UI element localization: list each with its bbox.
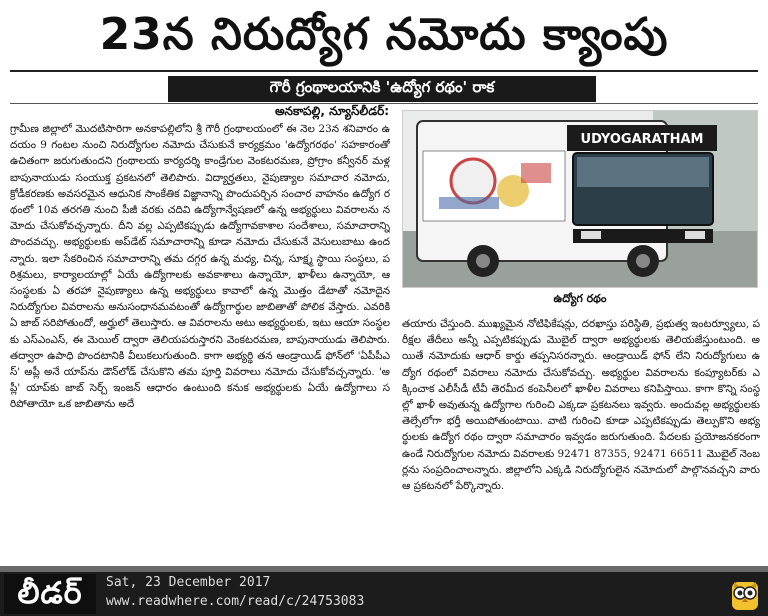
owl-icon[interactable] bbox=[730, 578, 760, 612]
source-url[interactable]: www.readwhere.com/read/c/24753083 bbox=[106, 594, 365, 609]
subheadline: గౌరీ గ్రంథాలయానికి 'ఉద్యోగ రథం' రాక bbox=[168, 76, 596, 102]
logo-text: లీడర్ bbox=[17, 576, 83, 611]
photo-caption: ఉద్యోగ రథం bbox=[553, 292, 607, 305]
article-body-right: తయారు చేస్తుంది. ముఖ్యమైన నోటిఫికేషన్లు, దరఖాస్తు పరిస్థితి, ప్రభుత్వ ఇంటర్వ్యూలు, పరీక్షల తేదీలు అన్నీ ఎప్పటికప్పుడు మొబైల్ ద్వారా అభ్యర్థులకు తెలియజేస్తుంటుంది. అయితే నమోదుకు ఆధార్ కార్డు తప్పనిసరన్నారు. ఆండ్రాయిడ్ ఫోన్ లేని నిరుద్యోగులు ఉద్యోగ రథంలో వివరాలు నమోదు చేసుకోవచ్చు. అభ్యర్థుల వివరాలను కంప్యూటర్‌కు ఎక్కించాక ఎలీసీడీ టీవీ తెరమీద కంపెనీలలో ఖాళీల వివరాలు కనిపిస్తాయి. కాగా కొన్ని సంస్థల్లో ఖాళీ అవుతున్న ఉద్యోగాల గురించి ఎక్కడా ప్రకటనలు ఇవ్వరు. అందువల్ల అభ్యర్థులకు తెల్సేలోగా భర్తీ అయిపోతుంటాయి. వాటి గురించి కూడా ఎప్పటికప్పుడు తెల్పుకొని అభ్యర్థులకు ఉద్యోగ రథం ద్వారా సమాచారం ఇవ్వడం జరుగుతుంది. పేదలకు ప్రయోజనకరంగా ఉండే నిరుద్యోగుల నమోదు వివరాలకు 92471 87355, 92471 66511 మొబైల్ నెంబర్లను సంప్రదించాలన్నారు. జిల్లాలోని ఎక్కడి నిరుద్యోగులైన నమోదులో పాల్గొనవచ్చని వారు ఆ ప్రకటనలో పేర్కొన్నారు. bbox=[402, 318, 760, 493]
bus-illustration bbox=[403, 111, 758, 288]
article-body-left: గ్రామీణ జిల్లాలో మొదటిసారిగా అనకాపల్లిలోని శ్రీ గౌరీ గ్రంథాలయంలో ఈ నెల 23న శనివారం ఉదయం 9 గంటల నుంచి నిరుద్యోగుల నమోదు చేసుకునే కార్యక్రమం 'ఉద్యోగరథం' సహకారంతో ఉచితంగా జరుగుతుందని గ్రంథాలయ కార్యదర్శి కాండ్రేగుల వెంకటరమణ, ప్రోగ్రాం కన్వీనర్ మళ్ల బాపునాయుడు సంయుక్త ప్రకటనలో తెలిపారు. విద్యార్హతలు, నైపుణ్యాల సమాచార నమోదు, క్రోడీకరణకు అవసరమైన ఆధునిక సాంకేతిక విజ్ఞానాన్ని పొందుపర్చిన సంచార వాహనం ఉద్యోగ రథంలో 10వ తరగతి నుంచి పీజీ వరకు చదివి ఉద్యోగాన్వేషణలో ఉన్న అభ్యర్థులు వివరాలను నమోదు చేసుకోవచ్చన్నారు. దీని వల్ల ఎప్పటికప్పుడు ఉద్యోగావకాశాల సందేశాలు, సమాచారాన్ని పొందవచ్చు. అభ్యర్థులకు అప్‌డేట్ సమాచారాన్ని కూడా నమోదు చేసుకునే వెసులుబాటు ఉందన్నారు. ఇలా సేకరించిన సమాచారాన్ని తమ దగ్గర ఉన్న మధ్య, చిన్న, సూక్ష్మ స్థాయి సంస్థలు, పరిశ్రమలు, కార్యాలయాల్లో ఏయే ఉద్యోగాలకు అవకాశాలు ఉన్నాయో, ఖాళీలు ఉన్నాయో, ఆ సంస్థలకు ఏ తరహా నైపుణ్యాలు ఉన్న అభ్యర్థులు కావాలో ఉన్న మొత్తం డేటాతో నమోదైన నిరుద్యోగుల వివరాలను అనుసంధానమవటంతో ఉద్యోగార్థుల జాబితాతో పోలిక వేస్తారు. ఎవరికి ఏ జాబ్ సరిపోతుందో, అర్హులో తెలుస్తారు. ఆ వివరాలను అటు అభ్యర్థులకు, ఇటు ఆయా సంస్థలకు ఎస్‌ఎంఎస్, ఈ మెయిల్ ద్వారా తెలియపరుస్తారని వెంకటరమణ, బాపునాయుడు తెలిపారు. తద్వారా ఉపాధి పొందటానికి వీలుకలుగుతుంది. కాగా అభ్యర్థి తన ఆండ్రాయిడ్ ఫోన్‌లో 'ఏపీపీఎస్' అప్లీ అనే యాప్‌ను డౌన్‌లోడ్ చేసుకొని తమ పూర్తి వివరాలు నమోదు చేసుకోవచ్చన్నారు. 'అప్లీ' యాప్‌కు జాబ్ సెర్చ్ ఇంజన్ ఆధారం ఉంటుంది కనుక అభ్యర్థులకు ఏయే ఉద్యోగాలు సరిపోతాయో ఒక జాబితాను అదే bbox=[10, 123, 390, 411]
leader-logo[interactable] bbox=[4, 574, 96, 614]
headline-rule bbox=[10, 70, 758, 72]
bus-photo bbox=[402, 110, 758, 288]
publish-date: Sat, 23 December 2017 bbox=[106, 575, 271, 590]
dateline: అనకాపల్లి, న్యూస్‌లీడర్‌: bbox=[274, 104, 390, 118]
bus-sign-text: UDYOGARATHAM bbox=[580, 132, 704, 147]
headline: 23న నిరుద్యోగ నమోదు క్యాంపు bbox=[99, 9, 669, 60]
